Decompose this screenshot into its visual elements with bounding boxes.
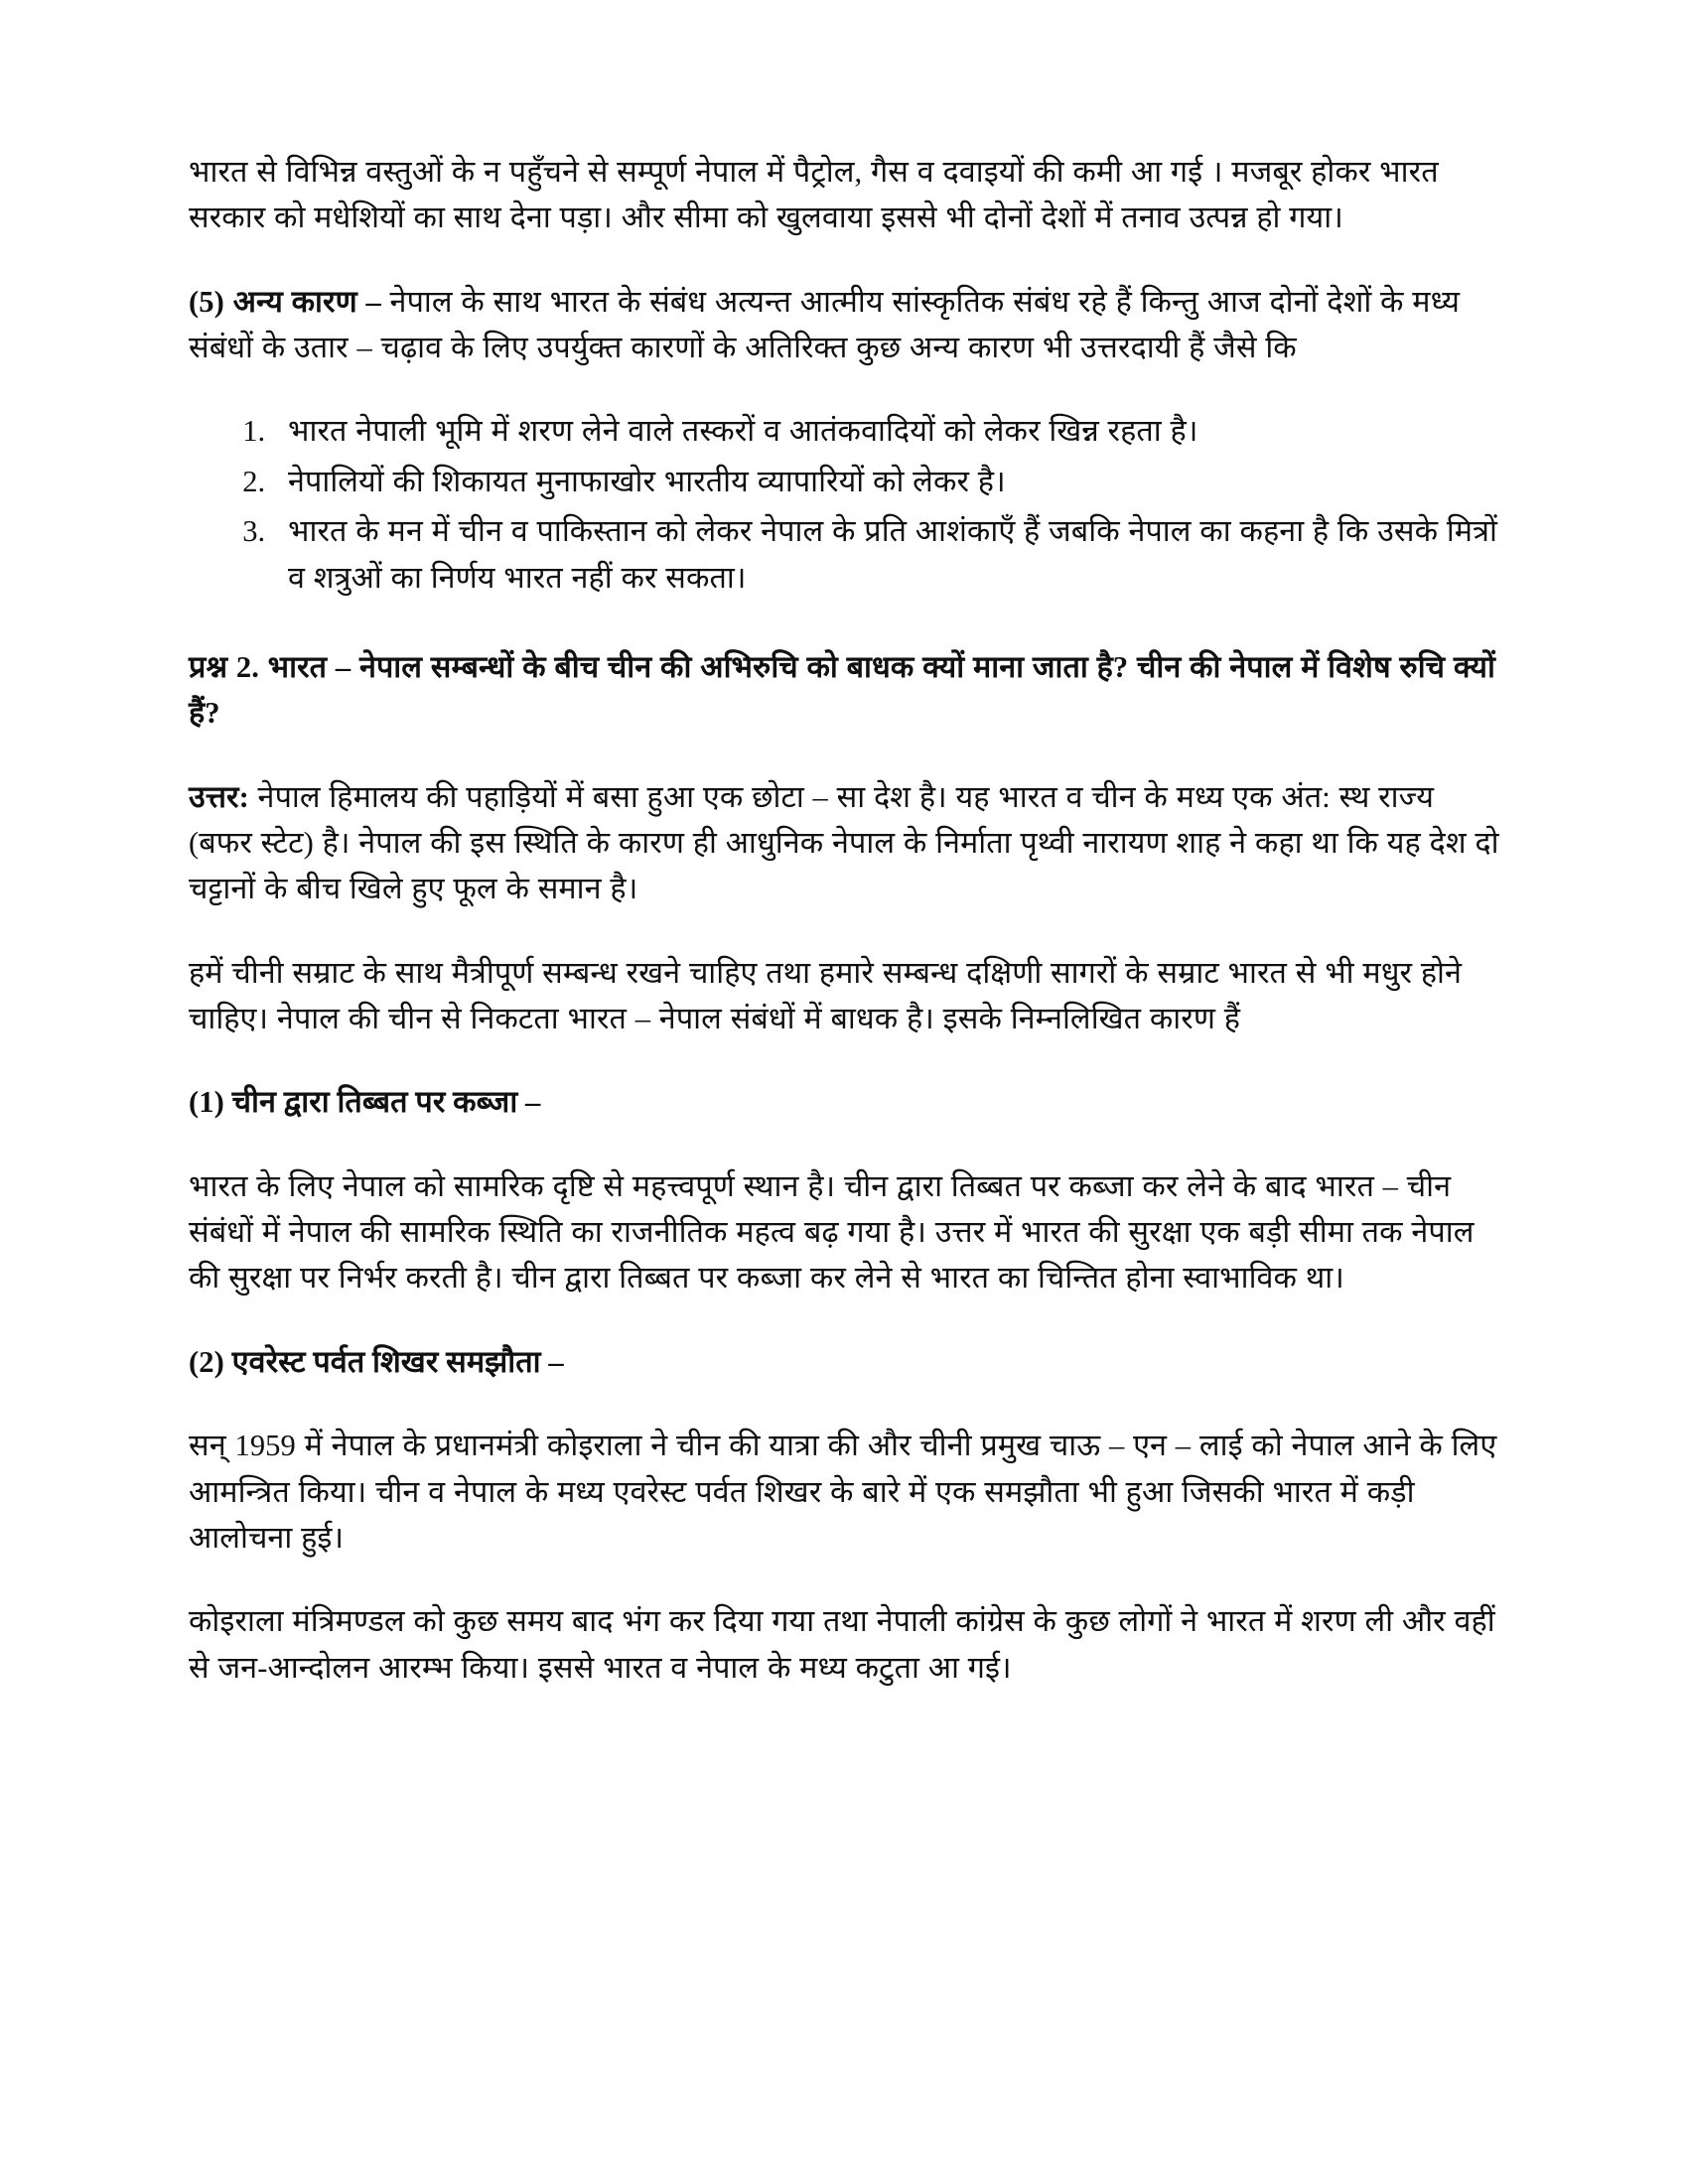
subheading-everest-agreement: (2) एवरेस्ट पर्वत शिखर समझौता –: [189, 1344, 564, 1379]
answer-label: उत्तर:: [189, 779, 249, 814]
list-item: 2. नेपालियों की शिकायत मुनाफाखोर भारतीय व्यापारियों को लेकर है।: [274, 459, 1499, 504]
paragraph-everest-agreement: सन् 1959 में नेपाल के प्रधानमंत्री कोइराला ने चीन की यात्रा की और चीनी प्रमुख चाऊ – एन – लाई को नेपाल आने के लिए आमन्त्रित किया। चीन व नेपाल के मध्य एवरेस्ट पर्वत शिखर के बारे में एक समझौता भी हुआ जिसकी भारत में कड़ी आलोचना हुई।: [189, 1429, 1497, 1555]
subheading-tibet-occupation: (1) चीन द्वारा तिब्बत पर कब्जा –: [189, 1085, 541, 1120]
paragraph-answer: [189, 774, 1499, 912]
other-reasons-text: नेपाल के साथ भारत के संबंध अत्यन्त आत्मीय सांस्कृतिक संबंध रहे हैं किन्तु आज दोनों देशों के मध्य संबंधों के उतार – चढ़ाव के लिए उपर्युक्त कारणों के अतिरिक्त कुछ अन्य कारण भी उत्तरदायी हैं जैसे कि: [189, 284, 1460, 365]
other-reasons-label: (5) अन्य कारण –: [189, 284, 381, 319]
document-body: [189, 149, 1499, 1691]
paragraph-intro: भारत से विभिन्न वस्तुओं के न पहुँचने से सम्पूर्ण नेपाल में पैट्रोल, गैस व दवाइयों की कमी आ गई । मजबूर होकर भारत सरकार को मधेशियों का साथ देना पड़ा। और सीमा को खुलवाया इससे भी दोनों देशों में तनाव उत्पन्न हो गया।: [189, 155, 1439, 235]
paragraph-koirala-cabinet: कोइराला मंत्रिमण्डल को कुछ समय बाद भंग कर दिया गया तथा नेपाली कांग्रेस के कुछ लोगों ने भारत में शरण ली और वहीं से जन-आन्दोलन आरम्भ किया। इससे भारत व नेपाल के मध्य कटुता आ गई।: [189, 1604, 1495, 1685]
answer-text: नेपाल हिमालय की पहाड़ियों में बसा हुआ एक छोटा – सा देश है। यह भारत व चीन के मध्य एक अंत: स्थ राज्य (बफर स्टेट) है। नेपाल की इस स्थिति के कारण ही आधुनिक नेपाल के निर्माता पृथ्वी नारायण शाह ने कहा था कि यह देश दो चट्टानों के बीच खिले हुए फूल के समान है।: [189, 779, 1499, 906]
reasons-list: [189, 408, 1499, 600]
paragraph-tibet-occupation: भारत के लिए नेपाल को सामरिक दृष्टि से महत्त्वपूर्ण स्थान है। चीन द्वारा तिब्बत पर कब्जा कर लेने के बाद भारत – चीन संबंधों में नेपाल की सामरिक स्थिति का राजनीतिक महत्व बढ़ गया है। उत्तर में भारत की सुरक्षा एक बड़ी सीमा तक नेपाल की सुरक्षा पर निर्भर करती है। चीन द्वारा तिब्बत पर कब्जा कर लेने से भारत का चिन्तित होना स्वाभाविक था।: [189, 1168, 1475, 1296]
list-item: 3. भारत के मन में चीन व पाकिस्तान को लेकर नेपाल के प्रति आशंकाएँ हैं जबकि नेपाल का कहना है कि उसके मित्रों व शत्रुओं का निर्णय भारत नहीं कर सकता।: [274, 508, 1499, 601]
paragraph-other-reasons: [189, 279, 1499, 371]
paragraph-emperor: हमें चीनी सम्राट के साथ मैत्रीपूर्ण सम्बन्ध रखने चाहिए तथा हमारे सम्बन्ध दक्षिणी सागरों के सम्राट भारत से भी मधुर होने चाहिए। नेपाल की चीन से निकटता भारत – नेपाल संबंधों में बाधक है। इसके निम्नलिखित कारण हैं: [189, 955, 1463, 1036]
question-heading: प्रश्न 2. भारत – नेपाल सम्बन्धों के बीच चीन की अभिरुचि को बाधक क्यों माना जाता है? चीन की नेपाल में विशेष रुचि क्यों हैं?: [189, 649, 1495, 731]
list-item: 1. भारत नेपाली भूमि में शरण लेने वाले तस्करों व आतंकवादियों को लेकर खिन्न रहता है।: [274, 408, 1499, 454]
